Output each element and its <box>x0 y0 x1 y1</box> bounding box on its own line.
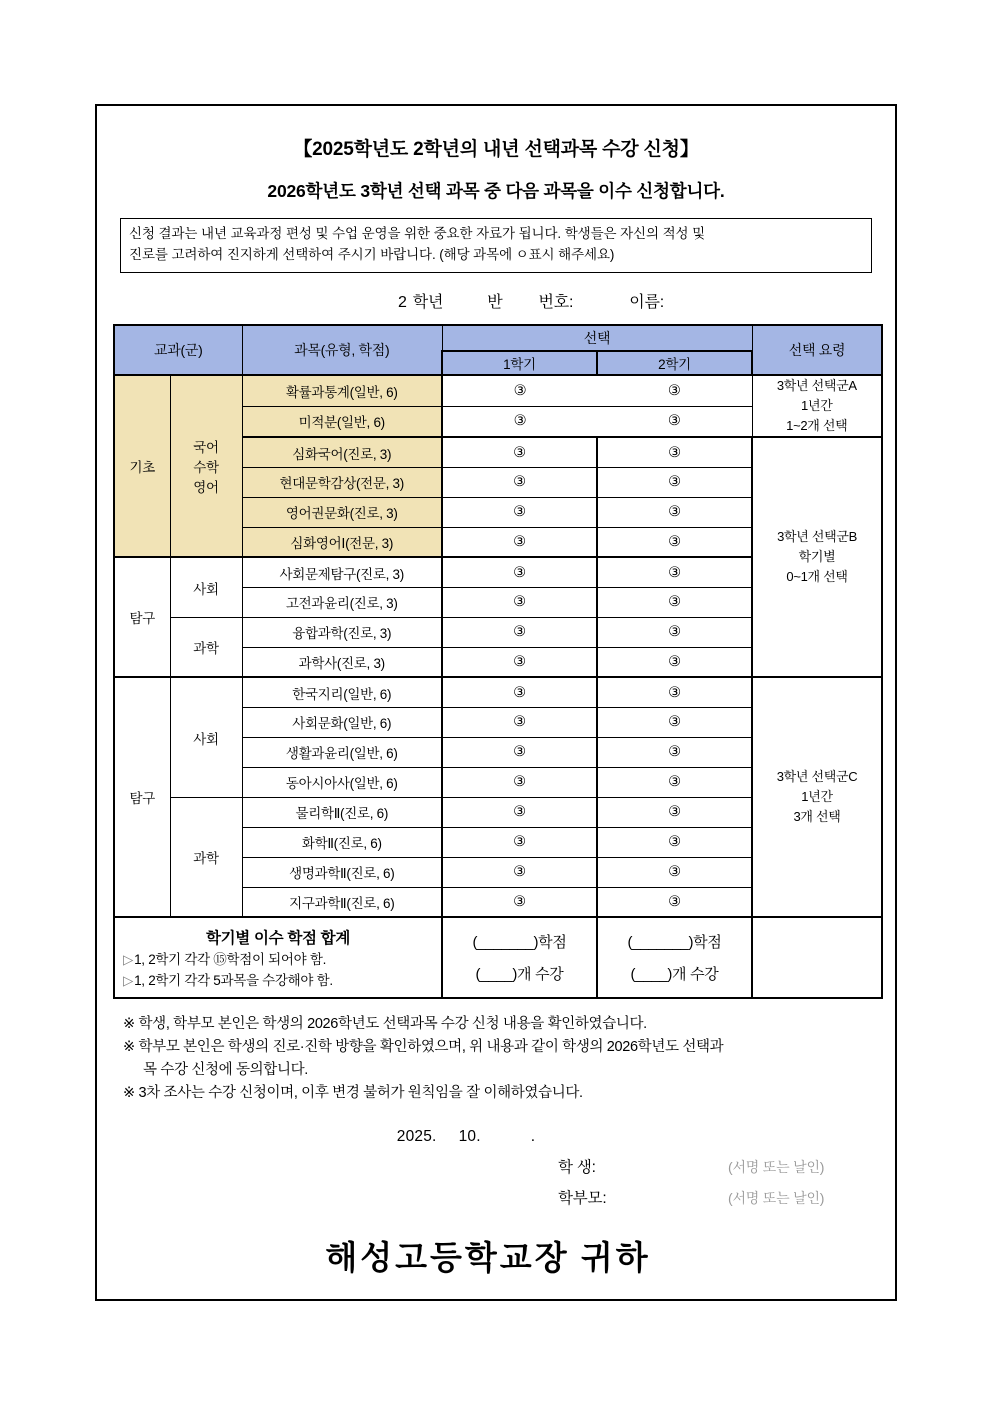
summary-sem1-cell[interactable] <box>442 917 597 998</box>
selection-cell-sem2[interactable]: ③ <box>597 467 752 497</box>
subgroup-line-3: 영어 <box>193 480 219 496</box>
course-name: 심화국어(진로, 3) <box>242 437 442 467</box>
summary-title: 학기별 이수 학점 합계 <box>205 930 351 948</box>
course-name: 화학Ⅱ(진로, 6) <box>242 827 442 857</box>
course-name: 심화영어Ⅰ(전문, 3) <box>242 527 442 557</box>
course-name: 미적분(일반, 6) <box>242 406 442 437</box>
subgroup-label-사회: 사회 <box>170 557 242 617</box>
footer-note-2-text: 학부모 본인은 학생의 진로·진학 방향을 확인하였으며, 위 내용과 같이 학생의 2026학년도 선택과 <box>138 1038 724 1055</box>
date-day: . <box>530 1127 536 1145</box>
signature-hint-parent: (서명 또는 날인) <box>728 1189 825 1206</box>
header-semester-1: 1학기 <box>442 351 597 375</box>
summary-sem1-credits[interactable]: (_______)학점 <box>472 934 567 952</box>
footer-note-3 <box>123 1082 869 1105</box>
signature-row-parent[interactable] <box>113 1186 879 1208</box>
triangle-icon: ▷ <box>123 972 134 988</box>
selection-cell-sem2[interactable]: ③ <box>597 677 752 707</box>
footer-notes <box>123 1013 869 1106</box>
selection-cell-sem1[interactable]: ③ <box>442 797 597 827</box>
summary-bullet-1 <box>115 950 441 970</box>
course-name: 과학사(진로, 3) <box>242 647 442 677</box>
date-line <box>113 1128 879 1146</box>
selection-cell-sem2[interactable]: ③ <box>597 737 752 767</box>
selection-cell-sem2[interactable]: ③ <box>597 437 752 467</box>
selection-cell-sem2[interactable]: ③ <box>597 827 752 857</box>
summary-sem2-count[interactable]: (____)개 수강 <box>630 966 719 984</box>
course-name: 물리학Ⅱ(진로, 6) <box>242 797 442 827</box>
summary-bullet-1-text: 1, 2학기 각각 ⑮학점이 되어야 함. <box>134 952 327 968</box>
guide-line-2: 학기별 <box>798 549 836 565</box>
footer-note-2-cont: 목 수강 신청에 동의합니다. <box>143 1062 308 1079</box>
date-month: 10. <box>458 1127 481 1145</box>
course-name: 사회문화(일반, 6) <box>242 707 442 737</box>
selection-cell-sem2[interactable]: ③ <box>597 707 752 737</box>
student-grade-label: 학년 <box>412 293 444 311</box>
selection-cell-sem1[interactable]: ③ <box>442 437 597 467</box>
selection-cell-sem1[interactable]: ③ <box>442 677 597 707</box>
header-semester-2: 2학기 <box>597 351 752 375</box>
student-name-label: 이름: <box>629 293 664 311</box>
course-name: 지구과학Ⅱ(진로, 6) <box>242 887 442 917</box>
guide-line-1: 3학년 선택군C <box>776 769 858 785</box>
selection-cell-sem1[interactable]: ③ <box>442 857 597 887</box>
summary-bullet-2-text: 1, 2학기 각각 5과목을 수강해야 함. <box>134 972 333 988</box>
selection-cell-sem1[interactable]: ③ <box>442 887 597 917</box>
student-class-label: 반 <box>487 293 503 311</box>
selection-cell-sem2[interactable]: ③ <box>597 887 752 917</box>
header-subject-group: 교과(군) <box>114 325 242 375</box>
guide-line-2: 1년간 <box>801 397 833 413</box>
school-addressee: 해성고등학교장 귀하 <box>325 1240 651 1277</box>
course-name: 고전과윤리(진로, 3) <box>242 587 442 617</box>
note-marker-icon: ※ <box>123 1015 135 1032</box>
notice-line-2: 진로를 고려하여 진지하게 선택하여 주시기 바랍니다. (해당 과목에 ㅇ표시 해주세요) <box>129 246 615 262</box>
selection-cell-sem1[interactable]: ③ <box>442 375 597 406</box>
date-year: 2025. <box>396 1127 437 1145</box>
course-name: 융합과학(진로, 3) <box>242 617 442 647</box>
selection-cell-sem2[interactable]: ③ <box>597 375 752 406</box>
document-page-frame <box>95 104 897 1301</box>
subgroup-label-사회: 사회 <box>170 677 242 797</box>
triangle-icon: ▷ <box>123 952 134 968</box>
footer-note-1 <box>123 1013 869 1036</box>
page-subtitle: 2026학년도 3학년 선택 과목 중 다음 과목을 이수 신청합니다. <box>267 181 725 201</box>
subgroup-label-국어수학영어 <box>170 375 242 557</box>
guide-cell-C <box>752 677 882 917</box>
selection-cell-sem1[interactable]: ③ <box>442 527 597 557</box>
selection-cell-sem2[interactable]: ③ <box>597 557 752 587</box>
selection-cell-sem2[interactable]: ③ <box>597 767 752 797</box>
guide-line-3: 0~1개 선택 <box>786 569 848 585</box>
selection-cell-sem1[interactable]: ③ <box>442 406 597 437</box>
subgroup-line-2: 수학 <box>193 460 219 476</box>
subgroup-label-과학: 과학 <box>170 617 242 677</box>
selection-cell-sem1[interactable]: ③ <box>442 647 597 677</box>
subgroup-line-1: 국어 <box>193 440 219 456</box>
area-label-기초: 기초 <box>114 375 170 557</box>
footer-note-1-text: 학생, 학부모 본인은 학생의 2026학년도 선택과목 수강 신청 내용을 확인하였습니다. <box>138 1015 647 1032</box>
summary-empty-cell <box>752 917 882 998</box>
course-name: 확률과통계(일반, 6) <box>242 375 442 406</box>
course-name: 한국지리(일반, 6) <box>242 677 442 707</box>
summary-info-cell <box>114 917 442 998</box>
selection-cell-sem1[interactable]: ③ <box>442 467 597 497</box>
footer-note-2 <box>123 1036 869 1059</box>
course-name: 영어권문화(진로, 3) <box>242 497 442 527</box>
subgroup-label-과학: 과학 <box>170 797 242 917</box>
course-name: 생명과학Ⅱ(진로, 6) <box>242 857 442 887</box>
course-name: 동아시아사(일반, 6) <box>242 767 442 797</box>
selection-cell-sem2[interactable]: ③ <box>597 797 752 827</box>
note-marker-icon: ※ <box>123 1085 135 1102</box>
page-title: 【2025학년도 2학년의 내년 선택과목 수강 신청】 <box>293 139 699 160</box>
guide-line-3: 3개 선택 <box>793 809 841 825</box>
selection-cell-sem2[interactable]: ③ <box>597 406 752 437</box>
selection-cell-sem2[interactable]: ③ <box>597 587 752 617</box>
signature-row-student[interactable] <box>113 1155 879 1177</box>
selection-cell-sem1[interactable]: ③ <box>442 587 597 617</box>
selection-cell-sem2[interactable]: ③ <box>597 527 752 557</box>
guide-line-2: 1년간 <box>801 789 833 805</box>
area-label-탐구: 탐구 <box>114 677 170 917</box>
course-name: 생활과윤리(일반, 6) <box>242 737 442 767</box>
guide-line-3: 1~2개 선택 <box>786 418 848 434</box>
summary-sem2-cell[interactable] <box>597 917 752 998</box>
course-name: 사회문제탐구(진로, 3) <box>242 557 442 587</box>
selection-cell-sem1[interactable]: ③ <box>442 617 597 647</box>
student-info-row <box>113 289 879 312</box>
summary-bullet-2 <box>115 971 441 991</box>
signature-label-parent: 학부모: <box>558 1189 607 1207</box>
guide-line-1: 3학년 선택군A <box>776 377 857 393</box>
notice-box <box>120 218 872 273</box>
notice-line-1: 신청 결과는 내년 교육과정 편성 및 수업 운영을 위한 중요한 자료가 됩니다. 학생들은 자신의 적성 및 <box>129 226 706 241</box>
student-grade-value: 2 <box>397 293 407 311</box>
selection-cell-sem1[interactable]: ③ <box>442 497 597 527</box>
student-number-label: 번호: <box>538 293 574 311</box>
guide-cell-A <box>752 375 882 437</box>
selection-cell-sem1[interactable]: ③ <box>442 737 597 767</box>
signature-hint-student: (서명 또는 날인) <box>728 1158 825 1175</box>
signature-label-student: 학 생: <box>558 1158 596 1176</box>
course-name: 현대문학감상(전문, 3) <box>242 467 442 497</box>
selection-cell-sem2[interactable]: ③ <box>597 647 752 677</box>
header-selection: 선택 <box>442 325 752 351</box>
footer-note-3-text: 3차 조사는 수강 신청이며, 이후 변경 불허가 원칙임을 잘 이해하였습니다. <box>138 1085 583 1102</box>
selection-cell-sem1[interactable]: ③ <box>442 707 597 737</box>
header-course: 과목(유형, 학점) <box>242 325 442 375</box>
note-marker-icon: ※ <box>123 1038 135 1055</box>
guide-cell-B <box>752 437 882 677</box>
selection-cell-sem1[interactable]: ③ <box>442 557 597 587</box>
area-label-탐구: 탐구 <box>114 557 170 677</box>
selection-cell-sem1[interactable]: ③ <box>442 767 597 797</box>
header-guide: 선택 요령 <box>752 325 882 375</box>
summary-sem2-credits[interactable]: (_______)학점 <box>627 934 722 952</box>
summary-sem1-count[interactable]: (____)개 수강 <box>475 966 564 984</box>
course-selection-table <box>113 324 883 999</box>
selection-cell-sem2[interactable]: ③ <box>597 497 752 527</box>
selection-cell-sem1[interactable]: ③ <box>442 827 597 857</box>
selection-cell-sem2[interactable]: ③ <box>597 857 752 887</box>
guide-line-1: 3학년 선택군B <box>777 529 857 545</box>
selection-cell-sem2[interactable]: ③ <box>597 617 752 647</box>
